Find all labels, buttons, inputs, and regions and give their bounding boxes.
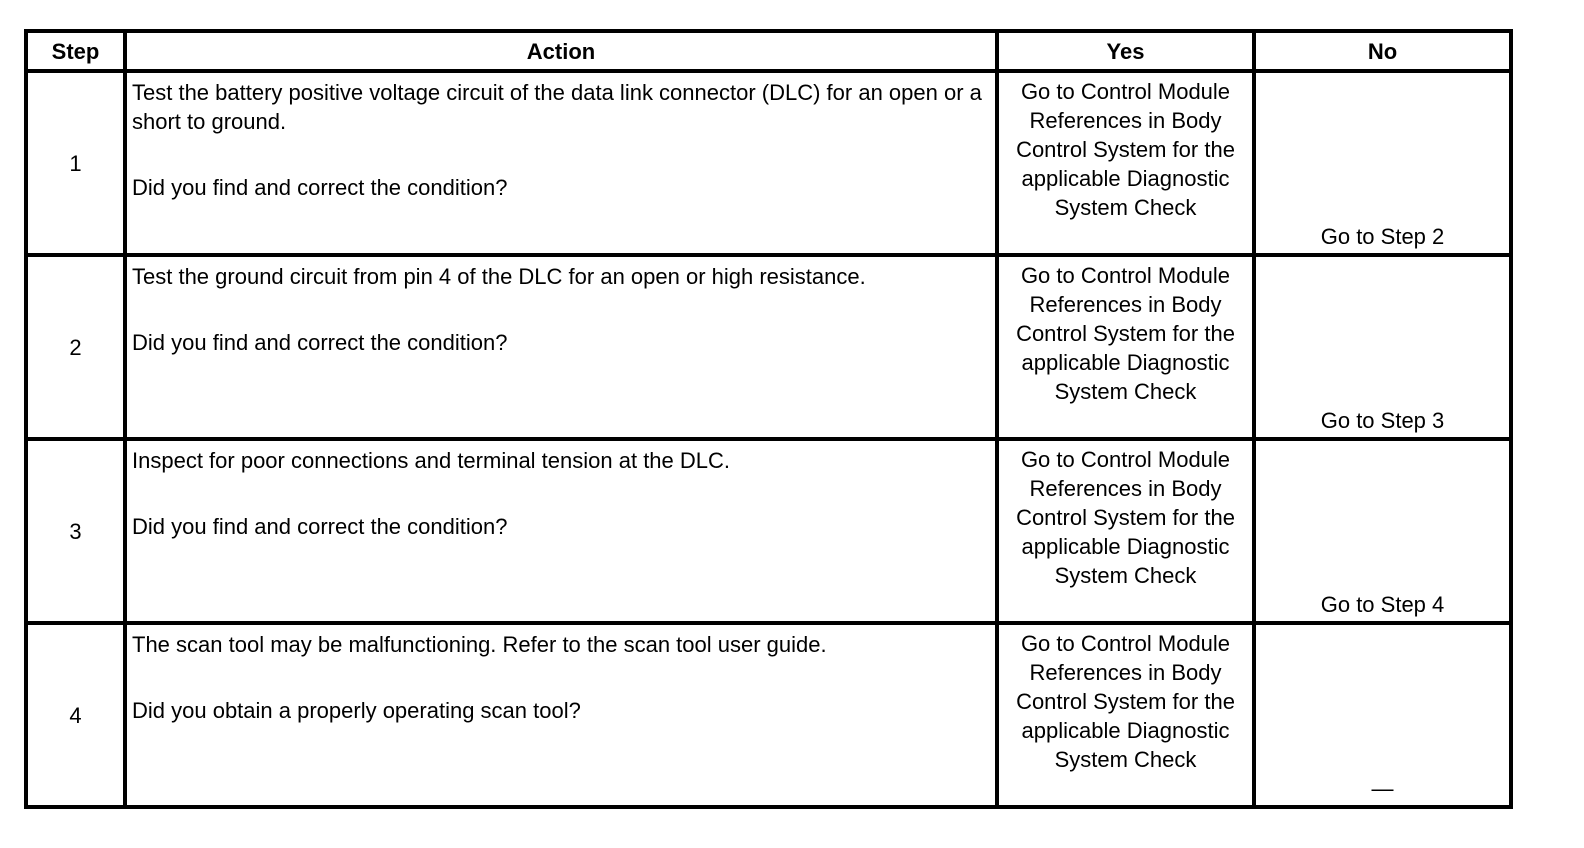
header-no: No [1254, 31, 1511, 71]
table-row [26, 623, 1511, 807]
no-result: Go to Step 4 [1254, 439, 1511, 623]
action-text: Test the battery positive voltage circuit of the data link connector (DLC) for an open or a short to ground. [132, 80, 982, 134]
table-row [26, 71, 1511, 255]
no-result: Go to Step 2 [1254, 71, 1511, 255]
header-yes: Yes [997, 31, 1254, 71]
action-text: The scan tool may be malfunctioning. Refer to the scan tool user guide. [132, 632, 827, 657]
table-row [26, 255, 1511, 439]
question-text: Did you find and correct the condition? [132, 514, 508, 539]
step-number: 1 [26, 71, 125, 255]
yes-result: Go to Control Module References in Body Control System for the applicable Diagnostic System Check [997, 439, 1254, 623]
step-number: 4 [26, 623, 125, 807]
yes-result: Go to Control Module References in Body Control System for the applicable Diagnostic System Check [997, 623, 1254, 807]
step-number: 2 [26, 255, 125, 439]
action-cell [125, 439, 997, 623]
header-step: Step [26, 31, 125, 71]
yes-result: Go to Control Module References in Body Control System for the applicable Diagnostic System Check [997, 255, 1254, 439]
no-result: Go to Step 3 [1254, 255, 1511, 439]
question-text: Did you find and correct the condition? [132, 330, 508, 355]
diagnostic-table [24, 29, 1513, 809]
question-text: Did you find and correct the condition? [132, 175, 508, 200]
no-result: — [1254, 623, 1511, 807]
header-row [26, 31, 1511, 71]
action-text: Test the ground circuit from pin 4 of the DLC for an open or high resistance. [132, 264, 866, 289]
action-cell [125, 71, 997, 255]
header-action: Action [125, 31, 997, 71]
action-cell [125, 255, 997, 439]
step-number: 3 [26, 439, 125, 623]
action-text: Inspect for poor connections and terminal tension at the DLC. [132, 448, 731, 473]
question-text: Did you obtain a properly operating scan tool? [132, 698, 581, 723]
yes-result: Go to Control Module References in Body Control System for the applicable Diagnostic System Check [997, 71, 1254, 255]
action-cell [125, 623, 997, 807]
table-row [26, 439, 1511, 623]
